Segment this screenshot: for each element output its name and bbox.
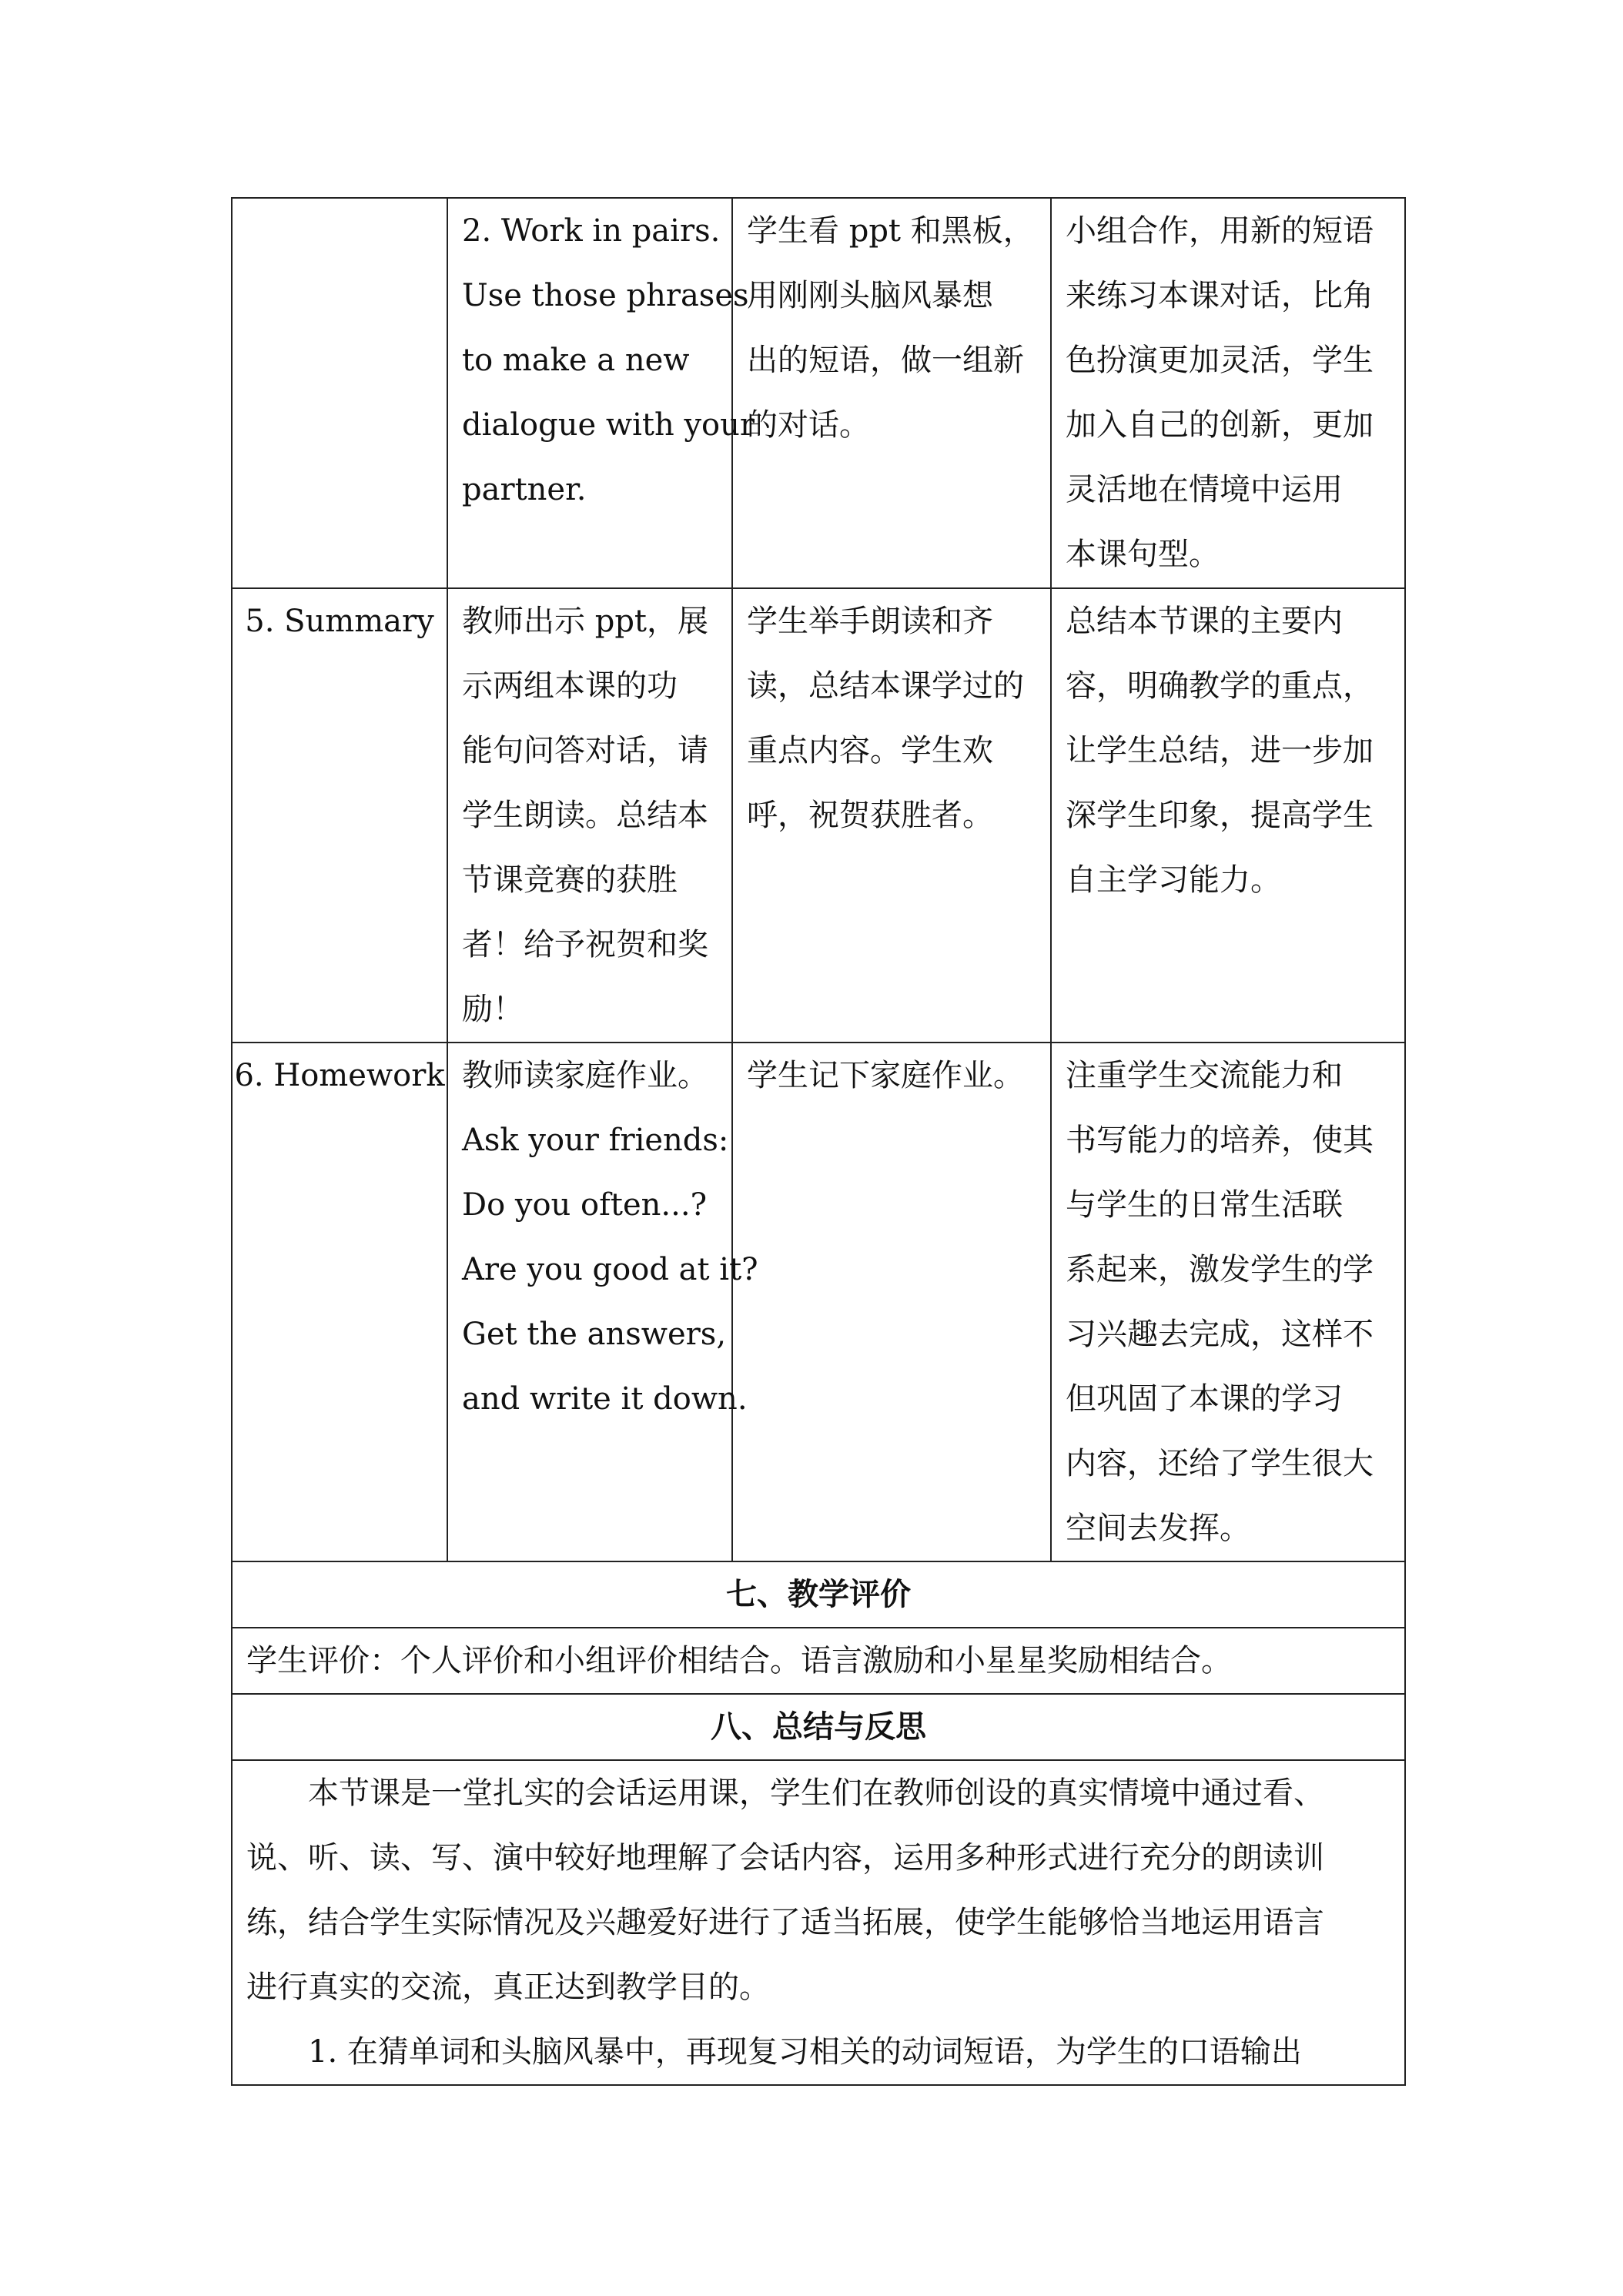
text-line: 灵活地在情境中运用 (1066, 472, 1343, 507)
table-row (232, 1760, 1405, 2085)
text-line: and write it down. (462, 1381, 748, 1417)
table-row (232, 198, 1405, 588)
step-cell: 6. Homework (232, 1043, 447, 1561)
reflection-cell (232, 1760, 1405, 2085)
text-line: Are you good at it? (462, 1252, 758, 1287)
text-line: 深学生印象，提高学生 (1066, 798, 1374, 833)
text-line: 系起来，激发学生的学 (1066, 1252, 1374, 1287)
purpose-cell (1051, 1043, 1405, 1561)
table-row (232, 1043, 1405, 1561)
text-line: dialogue with your (462, 407, 755, 443)
text-line: 空间去发挥。 (1066, 1511, 1250, 1546)
section-heading-evaluation: 七、教学评价 (232, 1561, 1405, 1628)
reflection-line: 本节课是一堂扎实的会话运用课，学生们在教师创设的真实情境中通过看、 (308, 1776, 1324, 1811)
text-line: 内容，还给了学生很大 (1066, 1446, 1374, 1481)
text-line: to make a new (462, 343, 690, 378)
text-line: 容，明确教学的重点， (1066, 668, 1374, 704)
text-line: 学生看 ppt 和黑板， (747, 213, 1034, 249)
text-line: 用刚刚头脑风暴想 (747, 278, 993, 313)
text-line: 示两组本课的功 (462, 668, 678, 704)
text-line: 能句问答对话，请 (462, 733, 708, 768)
text-line: 读，总结本课学过的 (747, 668, 1024, 704)
section-heading-reflection: 八、总结与反思 (232, 1694, 1405, 1760)
text-line: 小组合作，用新的短语 (1066, 213, 1374, 249)
text-line: 让学生总结，进一步加 (1066, 733, 1374, 768)
text-line: 节课竞赛的获胜 (462, 862, 678, 898)
reflection-line: 说、听、读、写、演中较好地理解了会话内容，运用多种形式进行充分的朗读训 (246, 1840, 1324, 1876)
text-line: Do you often...? (462, 1187, 708, 1223)
text-line: 总结本节课的主要内 (1066, 604, 1343, 639)
text-line: 的对话。 (747, 407, 870, 443)
text-line: 本课句型。 (1066, 537, 1220, 572)
table-row (232, 1628, 1405, 1694)
text-line: partner. (462, 472, 587, 507)
text-line: 者！给予祝贺和奖 (462, 927, 708, 962)
text-line: Use those phrases (462, 278, 749, 313)
text-line: Ask your friends: (462, 1123, 729, 1158)
purpose-cell (1051, 588, 1405, 1043)
text-line: 自主学习能力。 (1066, 862, 1281, 898)
text-line: Get the answers, (462, 1317, 727, 1352)
text-line: 来练习本课对话，比角 (1066, 278, 1374, 313)
text-line: 习兴趣去完成，这样不 (1066, 1317, 1374, 1352)
text-line: 色扮演更加灵活，学生 (1066, 343, 1374, 378)
text-line: 加入自己的创新，更加 (1066, 407, 1374, 443)
text-line: 学生朗读。总结本 (462, 798, 708, 833)
teacher-activity-cell (447, 198, 755, 588)
step-cell (232, 198, 447, 588)
reflection-line: 进行真实的交流，真正达到教学目的。 (246, 1970, 770, 2005)
text-line: 重点内容。学生欢 (747, 733, 993, 768)
student-activity-cell (732, 198, 1051, 588)
table-row (232, 588, 1405, 1043)
text-line: 但巩固了本课的学习 (1066, 1381, 1343, 1417)
student-activity-cell (732, 1043, 1051, 1561)
text-line: 书写能力的培养，使其 (1066, 1123, 1374, 1158)
step-cell: 5. Summary (232, 588, 447, 1043)
text-line: 励！ (462, 992, 524, 1027)
text-line: 注重学生交流能力和 (1066, 1058, 1343, 1093)
teacher-activity-cell (447, 588, 732, 1043)
text-line: 学生举手朗读和齐 (747, 604, 993, 639)
table-row (232, 1694, 1405, 1760)
evaluation-text: 学生评价：个人评价和小组评价相结合。语言激励和小星星奖励相结合。 (232, 1628, 1405, 1694)
lesson-plan-table (231, 197, 1406, 2086)
reflection-line: 1. 在猜单词和头脑风暴中，再现复习相关的动词短语，为学生的口语输出 (308, 2034, 1302, 2070)
text-line: 与学生的日常生活联 (1066, 1187, 1343, 1223)
table-row (232, 1561, 1405, 1628)
text-line: 学生记下家庭作业。 (747, 1058, 1024, 1093)
text-line: 2. Work in pairs. (462, 213, 721, 249)
student-activity-cell (732, 588, 1051, 1043)
text-line: 呼，祝贺获胜者。 (747, 798, 993, 833)
reflection-line: 练，结合学生实际情况及兴趣爱好进行了适当拓展，使学生能够恰当地运用语言 (246, 1905, 1324, 1940)
text-line: 教师读家庭作业。 (462, 1058, 708, 1093)
purpose-cell (1051, 198, 1405, 588)
teacher-activity-cell (447, 1043, 758, 1561)
text-line: 教师出示 ppt，展 (462, 604, 708, 639)
text-line: 出的短语，做一组新 (747, 343, 1024, 378)
